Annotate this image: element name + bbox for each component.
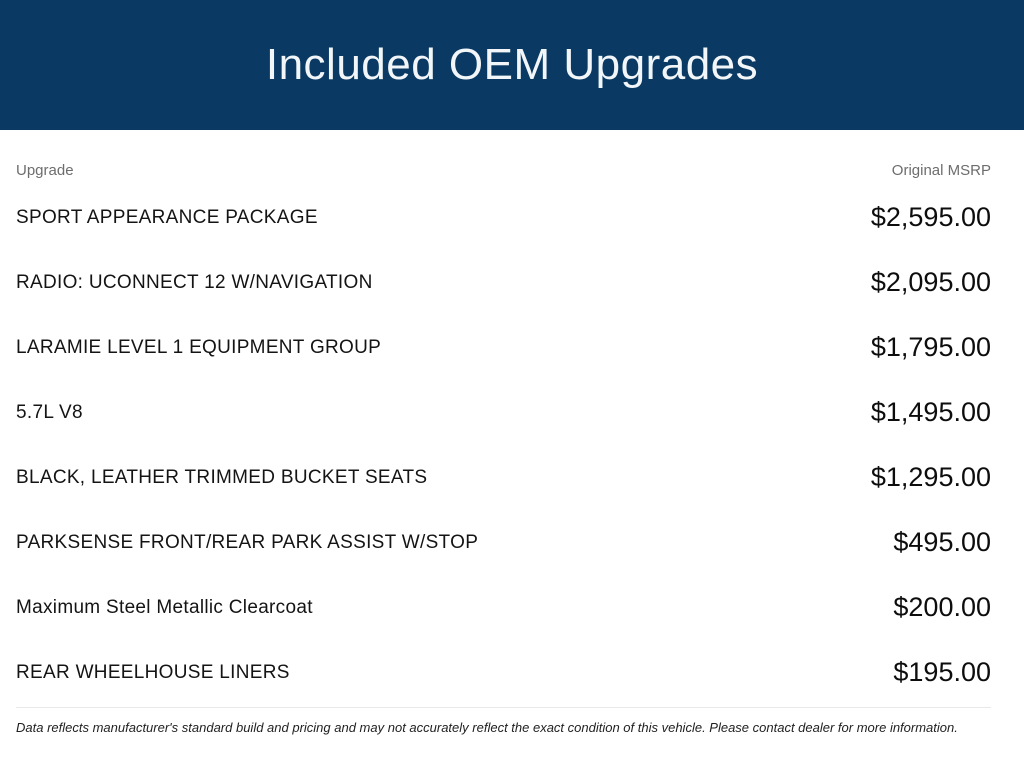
upgrade-price: $1,295.00 [870,462,991,492]
upgrade-name: 5.7L V8 [16,401,83,423]
table-row [16,250,991,315]
footer-divider [16,707,991,708]
table-column-headers [16,162,991,178]
upgrade-name: Maximum Steel Metallic Clearcoat [16,596,313,618]
disclaimer-text: Data reflects manufacturer's standard build and pricing and may not accurately reflect the exact condition of this vehicle. Please contact dealer for more information. [16,720,958,735]
upgrade-price: $2,095.00 [870,267,991,297]
table-row [16,315,991,380]
table-row [16,445,991,510]
upgrade-name: PARKSENSE FRONT/REAR PARK ASSIST W/STOP [16,531,479,553]
upgrade-name: LARAMIE LEVEL 1 EQUIPMENT GROUP [16,336,382,358]
page-title: Included OEM Upgrades [265,40,759,89]
upgrades-table [0,162,1024,735]
column-header-upgrade: Upgrade [16,161,74,179]
upgrade-price: $1,495.00 [870,397,991,427]
table-row [16,575,991,640]
upgrade-price: $200.00 [893,592,991,622]
upgrade-price: $195.00 [893,657,991,687]
table-row [16,185,991,250]
table-row [16,380,991,445]
upgrade-name: BLACK, LEATHER TRIMMED BUCKET SEATS [16,466,428,488]
upgrade-name: REAR WHEELHOUSE LINERS [16,661,290,683]
table-row [16,640,991,705]
upgrade-price: $495.00 [893,527,991,557]
upgrade-name: SPORT APPEARANCE PACKAGE [16,206,318,228]
page-header-banner [0,0,1024,130]
table-row [16,510,991,575]
upgrade-rows [16,185,991,705]
upgrade-price: $2,595.00 [870,202,991,232]
upgrade-name: RADIO: UCONNECT 12 W/NAVIGATION [16,271,373,293]
column-header-original-msrp: Original MSRP [891,161,991,179]
upgrade-price: $1,795.00 [870,332,991,362]
